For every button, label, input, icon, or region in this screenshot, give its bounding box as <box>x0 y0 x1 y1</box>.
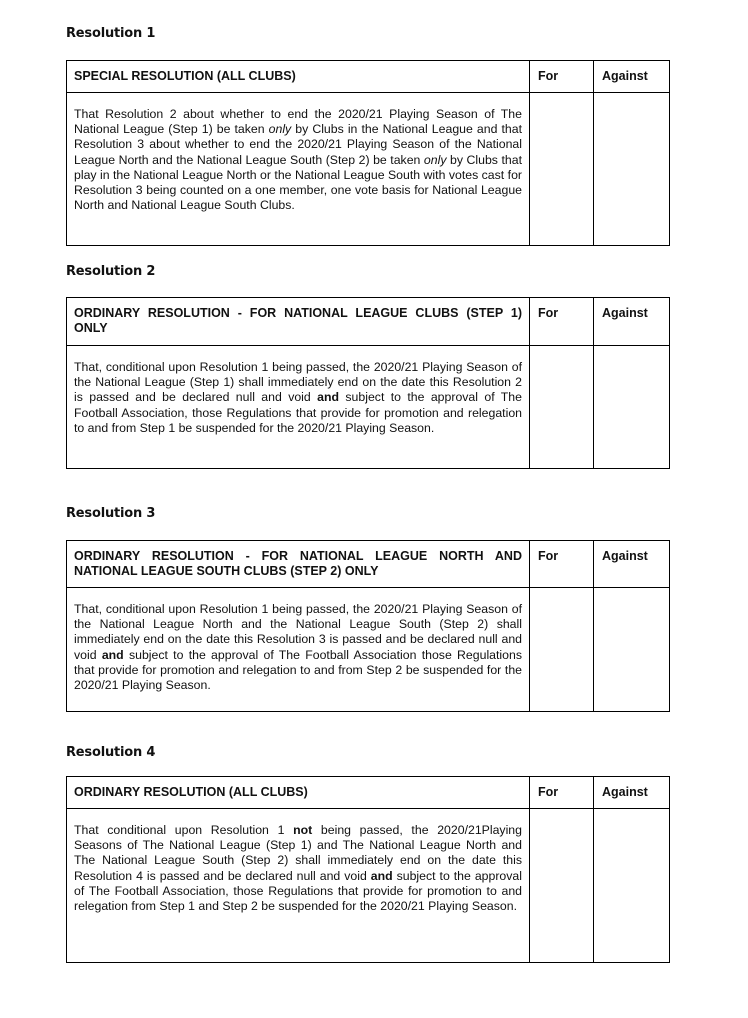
resolution-1-against-cell[interactable] <box>594 93 670 246</box>
resolution-2-for-cell[interactable] <box>530 346 594 469</box>
resolution-3-for-cell[interactable] <box>530 588 594 712</box>
resolution-2-for-header: For <box>538 306 559 320</box>
resolution-3-title: Resolution 3 <box>66 506 156 521</box>
resolution-2-against-cell[interactable] <box>594 346 670 469</box>
resolution-1-title: Resolution 1 <box>66 26 156 41</box>
resolution-4-for-header: For <box>538 785 559 799</box>
resolution-4-text: That conditional upon Resolution 1 not being passed, the 2020/21Playing Seasons of The National League (Step 1) and The National League North and The National League South (Step 2) shall immediately end on the date this Resolution 4 is passed and be declared null and void and subject to the approval of The Football Association, those Regulations that provide for promotion to and relegation from Step 1 and Step 2 be suspended for the 2020/21 Playing Season. <box>74 823 522 914</box>
resolution-2-against-header: Against <box>602 306 648 320</box>
resolution-3-table <box>66 540 670 712</box>
resolution-4-title: Resolution 4 <box>66 745 156 760</box>
resolution-1-for-header: For <box>538 69 559 83</box>
resolution-4-for-cell[interactable] <box>530 809 594 963</box>
resolution-3-header: ORDINARY RESOLUTION - FOR NATIONAL LEAGUE NORTH AND NATIONAL LEAGUE SOUTH CLUBS (STEP 2) ONLY <box>74 549 522 578</box>
resolution-4-header: ORDINARY RESOLUTION (ALL CLUBS) <box>74 785 308 799</box>
resolution-1-for-cell[interactable] <box>530 93 594 246</box>
resolution-1-header: SPECIAL RESOLUTION (ALL CLUBS) <box>74 69 296 83</box>
resolution-4-against-header: Against <box>602 785 648 799</box>
resolution-1-table <box>66 60 670 246</box>
resolution-3-against-cell[interactable] <box>594 588 670 712</box>
resolution-3-text: That, conditional upon Resolution 1 being passed, the 2020/21 Playing Season of the National League North and the National League South (Step 2) shall immediately end on the date this Resolution 3 is passed and be declared null and void and subject to the approval of The Football Association those Regulations that provide for promotion and relegation to and from Step 2 be suspended for the 2020/21 Playing Season. <box>74 602 522 693</box>
resolution-1-text: That Resolution 2 about whether to end the 2020/21 Playing Season of The National League (Step 1) be taken only by Clubs in the National League and that Resolution 3 about whether to end the 2020/21 Playing Season of the National League North and the National League South (Step 2) be taken only by Clubs that play in the National League North or the National League South with votes cast for Resolution 3 being counted on a one member, one vote basis for National League North and National League South Clubs. <box>74 107 523 213</box>
resolution-1-against-header: Against <box>602 69 648 83</box>
resolution-3-for-header: For <box>538 549 559 563</box>
resolution-2-header: ORDINARY RESOLUTION - FOR NATIONAL LEAGUE CLUBS (STEP 1) ONLY <box>74 306 522 335</box>
resolution-2-table <box>66 297 670 469</box>
resolution-4-table <box>66 776 670 963</box>
resolution-4-against-cell[interactable] <box>594 809 670 963</box>
resolution-2-text: That, conditional upon Resolution 1 being passed, the 2020/21 Playing Season of the National League (Step 1) shall immediately end on the date this Resolution 2 is passed and be declared null and void and subject to the approval of The Football Association, those Regulations that provide for promotion and relegation to and from Step 1 be suspended for the 2020/21 Playing Season. <box>74 360 522 435</box>
resolution-3-against-header: Against <box>602 549 648 563</box>
resolution-2-title: Resolution 2 <box>66 264 156 279</box>
